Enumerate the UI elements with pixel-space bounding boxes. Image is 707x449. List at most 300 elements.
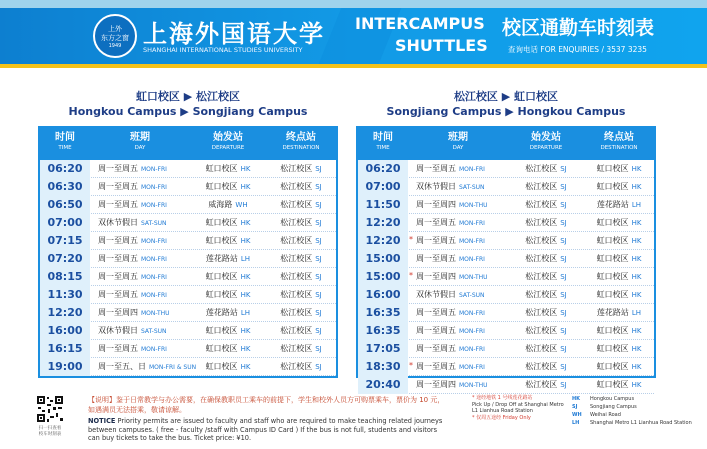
service-days-cn: 周一至周五 bbox=[98, 200, 138, 209]
service-days bbox=[408, 325, 508, 336]
left-route-cn: 虹口校区 ▶ 松江校区 bbox=[135, 90, 241, 103]
departure-station-name: 松江校区 bbox=[525, 362, 558, 371]
col-header-time-cn: 时间 bbox=[55, 132, 75, 143]
legend-label: Weihai Road bbox=[590, 412, 621, 418]
service-days bbox=[408, 289, 508, 300]
service-days-en: MON-FRI bbox=[141, 292, 167, 299]
service-days-cn: 周一至周四 bbox=[416, 272, 456, 281]
university-seal-logo bbox=[93, 14, 137, 58]
service-days-cn: 周一至周五 bbox=[416, 164, 456, 173]
departure-station-code: SJ bbox=[560, 345, 567, 353]
station-code-legend bbox=[572, 395, 702, 427]
destination-station bbox=[266, 325, 336, 336]
right-timetable bbox=[356, 126, 656, 391]
destination-station-code: HK bbox=[631, 327, 642, 335]
table-row bbox=[358, 268, 654, 286]
col-header-dep-cn: 始发站 bbox=[531, 132, 561, 143]
enquiry-phone: 查询电话 FOR ENQUIRIES / 3537 3235 bbox=[508, 45, 647, 54]
service-days-en: MON-FRI bbox=[459, 310, 485, 317]
legend-item bbox=[572, 419, 702, 427]
departure-station-name: 威海路 bbox=[208, 200, 233, 209]
qr-caption: 扫一扫查看 校车时刻表 bbox=[38, 426, 62, 437]
col-header-time bbox=[358, 128, 408, 160]
departure-station-code: SJ bbox=[560, 165, 567, 173]
service-days-cn: 周一至周五 bbox=[416, 362, 456, 371]
destination-station bbox=[266, 289, 336, 300]
col-header-day-cn: 班期 bbox=[448, 132, 468, 143]
qr-code-icon bbox=[36, 395, 64, 423]
col-header-dst-en: DESTINATION bbox=[282, 145, 320, 151]
title-en-line2: SHUTTLES bbox=[395, 36, 488, 55]
col-header-dst-en: DESTINATION bbox=[600, 145, 638, 151]
departure-station-name: 松江校区 bbox=[525, 236, 558, 245]
right-route-cn: 松江校区 ▶ 虹口校区 bbox=[453, 90, 559, 103]
service-days-en: MON-THU bbox=[459, 274, 488, 281]
departure-time: 08:15 bbox=[40, 268, 90, 286]
departure-station-name: 松江校区 bbox=[525, 200, 558, 209]
departure-time: 07:15 bbox=[40, 232, 90, 250]
left-route-heading bbox=[38, 90, 338, 119]
table-row bbox=[358, 358, 654, 376]
service-days bbox=[90, 163, 190, 174]
departure-time: 18:30 bbox=[358, 358, 408, 376]
legend-code: SJ bbox=[572, 404, 578, 410]
departure-station bbox=[190, 163, 266, 174]
table-row bbox=[40, 214, 336, 232]
departure-time: 16:35 bbox=[358, 322, 408, 340]
service-days bbox=[408, 271, 508, 282]
departure-time: 11:50 bbox=[358, 196, 408, 214]
table-row bbox=[40, 322, 336, 340]
departure-station bbox=[508, 181, 584, 192]
service-days-cn: 周一至周五 bbox=[416, 218, 456, 227]
table-row bbox=[40, 232, 336, 250]
departure-station-name: 虹口校区 bbox=[205, 290, 238, 299]
departure-station-name: 虹口校区 bbox=[205, 344, 238, 353]
destination-station bbox=[266, 343, 336, 354]
destination-station-code: SJ bbox=[315, 273, 322, 281]
service-days-cn: 双休节假日 bbox=[98, 326, 138, 335]
col-header-dst-cn: 终点站 bbox=[286, 132, 316, 143]
departure-time: 12:20 bbox=[40, 304, 90, 322]
service-days-en: MON-FRI bbox=[459, 256, 485, 263]
stop-note-lianhua-cn: * 途经地铁 1 号线莲花路站 bbox=[472, 395, 533, 401]
departure-station-name: 虹口校区 bbox=[205, 164, 238, 173]
destination-station-code: SJ bbox=[315, 219, 322, 227]
table-row bbox=[358, 160, 654, 178]
col-header-dep-en: DEPARTURE bbox=[529, 145, 563, 151]
destination-station-code: HK bbox=[631, 237, 642, 245]
destination-station-name: 松江校区 bbox=[280, 182, 313, 191]
destination-station-name: 虹口校区 bbox=[596, 290, 629, 299]
destination-station-code: HK bbox=[631, 291, 642, 299]
departure-station-name: 虹口校区 bbox=[205, 218, 238, 227]
service-days-cn: 周一至周四 bbox=[416, 200, 456, 209]
destination-station bbox=[266, 307, 336, 318]
destination-station-name: 莲花路站 bbox=[596, 308, 629, 317]
service-days-cn: 周一至周五 bbox=[98, 182, 138, 191]
service-days bbox=[90, 289, 190, 300]
destination-station-code: LH bbox=[631, 309, 642, 317]
departure-time: 06:20 bbox=[358, 160, 408, 178]
university-name-en: SHANGHAI INTERNATIONAL STUDIES UNIVERSITY bbox=[143, 46, 303, 54]
destination-station bbox=[266, 181, 336, 192]
departure-station-code: HK bbox=[240, 165, 251, 173]
destination-station-name: 松江校区 bbox=[280, 272, 313, 281]
service-days-en: MON-FRI bbox=[141, 238, 167, 245]
col-header-day-cn: 班期 bbox=[130, 132, 150, 143]
destination-station bbox=[584, 271, 654, 282]
legend-code: LH bbox=[572, 420, 580, 426]
service-days bbox=[408, 253, 508, 264]
right-route-heading bbox=[356, 90, 656, 119]
destination-station-code: SJ bbox=[315, 201, 322, 209]
destination-station-code: SJ bbox=[315, 165, 322, 173]
stop-note-lianhua-en: Pick Up / Drop Off at Shanghai Metro L1 Lianhua Road Station bbox=[472, 401, 564, 414]
destination-station-name: 虹口校区 bbox=[596, 182, 629, 191]
service-days-en: SAT-SUN bbox=[459, 292, 485, 299]
destination-station-code: HK bbox=[631, 273, 642, 281]
departure-station-code: HK bbox=[240, 345, 251, 353]
destination-station bbox=[266, 271, 336, 282]
service-days-cn: 周一至周五 bbox=[416, 308, 456, 317]
service-days bbox=[90, 253, 190, 264]
departure-station-code: SJ bbox=[560, 291, 567, 299]
destination-station bbox=[266, 361, 336, 372]
notice-en bbox=[88, 417, 448, 443]
col-header-dst bbox=[584, 128, 654, 160]
departure-station-code: HK bbox=[240, 219, 251, 227]
header-banner bbox=[0, 0, 707, 70]
service-days bbox=[90, 361, 197, 372]
notice-en-label: NOTICE bbox=[88, 417, 116, 425]
departure-station bbox=[508, 307, 584, 318]
destination-station bbox=[584, 361, 654, 372]
service-days bbox=[408, 307, 508, 318]
service-days-en: MON-THU bbox=[459, 382, 488, 389]
service-days-cn: 周一至周四 bbox=[98, 308, 138, 317]
service-days bbox=[90, 181, 190, 192]
departure-station-name: 莲花路站 bbox=[205, 308, 238, 317]
col-header-dep bbox=[508, 128, 584, 160]
departure-station-name: 松江校区 bbox=[525, 380, 558, 389]
departure-station bbox=[190, 217, 266, 228]
destination-station bbox=[584, 253, 654, 264]
right-route-en: Songjiang Campus ▶ Hongkou Campus bbox=[386, 105, 626, 118]
service-days bbox=[408, 217, 508, 228]
destination-station-code: SJ bbox=[315, 327, 322, 335]
service-days-cn: 周一至周五 bbox=[98, 236, 138, 245]
table-row bbox=[40, 286, 336, 304]
destination-station-code: HK bbox=[631, 165, 642, 173]
departure-station-name: 虹口校区 bbox=[205, 326, 238, 335]
departure-station-code: SJ bbox=[560, 255, 567, 263]
friday-only-star: * bbox=[409, 361, 413, 370]
service-days-en: MON-FRI bbox=[141, 184, 167, 191]
departure-station-name: 松江校区 bbox=[525, 272, 558, 281]
left-route-en: Hongkou Campus ▶ Songjiang Campus bbox=[68, 105, 308, 118]
service-days-en: MON-FRI bbox=[459, 328, 485, 335]
departure-station bbox=[508, 163, 584, 174]
title-cn: 校区通勤车时刻表 bbox=[502, 17, 655, 39]
departure-station-name: 虹口校区 bbox=[205, 362, 238, 371]
table-row bbox=[358, 322, 654, 340]
destination-station-code: HK bbox=[631, 345, 642, 353]
col-header-dep bbox=[190, 128, 266, 160]
departure-station-name: 松江校区 bbox=[525, 164, 558, 173]
destination-station-name: 虹口校区 bbox=[596, 362, 629, 371]
table-row bbox=[358, 214, 654, 232]
notice-en-text: Priority permits are issued to faculty and staff who are required to make teaching related journeys between campuses. ( free - faculty /staff with Campus ID Card ) If the bus is not full, students and visitors can buy tickets to take the bus. Ticket price: ¥10. bbox=[88, 417, 443, 443]
service-days bbox=[90, 325, 190, 336]
table-row bbox=[40, 358, 336, 376]
destination-station-code: LH bbox=[631, 201, 642, 209]
service-days bbox=[408, 361, 508, 372]
departure-station-code: SJ bbox=[560, 309, 567, 317]
departure-time: 06:20 bbox=[40, 160, 90, 178]
service-days-en: SAT-SUN bbox=[459, 184, 485, 191]
col-header-time-cn: 时间 bbox=[373, 132, 393, 143]
service-days-en: SAT-SUN bbox=[141, 220, 167, 227]
departure-station bbox=[190, 343, 266, 354]
departure-station-code: SJ bbox=[560, 381, 567, 389]
destination-station bbox=[584, 289, 654, 300]
destination-station bbox=[584, 325, 654, 336]
departure-station bbox=[190, 181, 266, 192]
destination-station-name: 松江校区 bbox=[280, 218, 313, 227]
departure-station-code: SJ bbox=[560, 327, 567, 335]
destination-station-code: SJ bbox=[315, 363, 322, 371]
destination-station-name: 虹口校区 bbox=[596, 164, 629, 173]
departure-time: 16:00 bbox=[358, 286, 408, 304]
destination-station-name: 虹口校区 bbox=[596, 380, 629, 389]
departure-time: 07:20 bbox=[40, 250, 90, 268]
service-days-cn: 周一至周五 bbox=[98, 344, 138, 353]
departure-station-name: 莲花路站 bbox=[205, 254, 238, 263]
destination-station-name: 虹口校区 bbox=[596, 326, 629, 335]
service-days bbox=[90, 271, 190, 282]
destination-station bbox=[266, 163, 336, 174]
departure-station-name: 松江校区 bbox=[525, 344, 558, 353]
departure-station-name: 松江校区 bbox=[525, 254, 558, 263]
destination-station-name: 虹口校区 bbox=[596, 254, 629, 263]
left-timetable bbox=[38, 126, 338, 378]
departure-station bbox=[190, 307, 266, 318]
departure-station-name: 虹口校区 bbox=[205, 236, 238, 245]
legend-label: Hongkou Campus bbox=[590, 396, 635, 402]
service-days-cn: 双休节假日 bbox=[416, 182, 456, 191]
service-days-en: SAT-SUN bbox=[141, 328, 167, 335]
departure-time: 12:20 bbox=[358, 214, 408, 232]
departure-station-code: HK bbox=[240, 327, 251, 335]
departure-station bbox=[508, 217, 584, 228]
departure-station-name: 松江校区 bbox=[525, 326, 558, 335]
service-days-en: MON-FRI bbox=[141, 166, 167, 173]
destination-station-code: HK bbox=[631, 219, 642, 227]
table-row bbox=[358, 250, 654, 268]
departure-station-name: 虹口校区 bbox=[205, 182, 238, 191]
service-days-en: MON-FRI bbox=[459, 220, 485, 227]
departure-station bbox=[508, 253, 584, 264]
destination-station-name: 松江校区 bbox=[280, 308, 313, 317]
legend-label: Shanghai Metro L1 Lianhua Road Station bbox=[590, 420, 692, 426]
destination-station-code: SJ bbox=[315, 291, 322, 299]
service-days-cn: 周一至五、日 bbox=[98, 362, 146, 371]
departure-station bbox=[508, 325, 584, 336]
destination-station-name: 莲花路站 bbox=[596, 200, 629, 209]
col-header-time-en: TIME bbox=[58, 145, 72, 151]
destination-station-name: 松江校区 bbox=[280, 200, 313, 209]
table-row bbox=[40, 196, 336, 214]
service-days-cn: 周一至周五 bbox=[98, 272, 138, 281]
col-header-day bbox=[408, 128, 508, 160]
destination-station-code: SJ bbox=[315, 309, 322, 317]
destination-station bbox=[584, 343, 654, 354]
destination-station bbox=[584, 307, 654, 318]
departure-station-code: SJ bbox=[560, 201, 567, 209]
destination-station bbox=[266, 217, 336, 228]
departure-station bbox=[190, 361, 266, 372]
service-days-cn: 周一至周五 bbox=[98, 290, 138, 299]
service-days-en: MON-FRI & SUN bbox=[149, 364, 197, 371]
departure-time: 16:00 bbox=[40, 322, 90, 340]
service-days-en: MON-FRI bbox=[141, 346, 167, 353]
table-header-row bbox=[358, 128, 654, 160]
destination-station bbox=[266, 235, 336, 246]
col-header-day-en: DAY bbox=[134, 145, 146, 151]
departure-time: 17:05 bbox=[358, 340, 408, 358]
departure-station-name: 松江校区 bbox=[525, 290, 558, 299]
departure-station-name: 松江校区 bbox=[525, 182, 558, 191]
service-days bbox=[408, 163, 508, 174]
destination-station-code: SJ bbox=[315, 237, 322, 245]
destination-station-name: 松江校区 bbox=[280, 254, 313, 263]
legend-code: HK bbox=[572, 396, 581, 402]
destination-station bbox=[266, 253, 336, 264]
departure-station-code: LH bbox=[240, 255, 251, 263]
university-name-cn: 上海外国语大学 bbox=[143, 19, 325, 48]
departure-station bbox=[190, 271, 266, 282]
col-header-day bbox=[90, 128, 190, 160]
title-en-line1: INTERCAMPUS bbox=[355, 14, 485, 33]
service-days-en: MON-FRI bbox=[459, 166, 485, 173]
col-header-day-en: DAY bbox=[452, 145, 464, 151]
legend-item bbox=[572, 411, 702, 419]
header-yellow-stripe bbox=[0, 64, 707, 68]
departure-station bbox=[190, 325, 266, 336]
service-days-en: MON-THU bbox=[141, 310, 170, 317]
departure-station-name: 松江校区 bbox=[525, 308, 558, 317]
col-header-time bbox=[40, 128, 90, 160]
service-days-cn: 周一至周五 bbox=[98, 164, 138, 173]
service-days bbox=[90, 307, 190, 318]
departure-station bbox=[508, 361, 584, 372]
destination-station-code: SJ bbox=[315, 345, 322, 353]
service-days-en: MON-FRI bbox=[459, 364, 485, 371]
destination-station-name: 松江校区 bbox=[280, 362, 313, 371]
service-days-en: MON-FRI bbox=[459, 346, 485, 353]
service-days bbox=[408, 235, 508, 246]
service-days bbox=[90, 343, 190, 354]
departure-station-code: SJ bbox=[560, 363, 567, 371]
departure-station bbox=[190, 199, 266, 210]
table-row bbox=[40, 340, 336, 358]
destination-station-name: 松江校区 bbox=[280, 344, 313, 353]
departure-station bbox=[508, 289, 584, 300]
legend-code: WH bbox=[572, 412, 582, 418]
destination-station-name: 虹口校区 bbox=[596, 236, 629, 245]
service-days bbox=[90, 199, 190, 210]
table-row bbox=[40, 160, 336, 178]
departure-station-code: LH bbox=[240, 309, 251, 317]
header-top-stripe bbox=[0, 0, 707, 8]
destination-station bbox=[584, 163, 654, 174]
col-header-dst bbox=[266, 128, 336, 160]
departure-time: 11:30 bbox=[40, 286, 90, 304]
table-row bbox=[358, 178, 654, 196]
service-days bbox=[90, 235, 190, 246]
table-row bbox=[40, 304, 336, 322]
service-days-cn: 周一至周五 bbox=[416, 344, 456, 353]
departure-station-code: WH bbox=[235, 201, 248, 209]
table-row bbox=[358, 286, 654, 304]
table-row bbox=[358, 232, 654, 250]
col-header-dep-en: DEPARTURE bbox=[211, 145, 245, 151]
departure-station-name: 虹口校区 bbox=[205, 272, 238, 281]
destination-station-code: HK bbox=[631, 381, 642, 389]
departure-time: 06:50 bbox=[40, 196, 90, 214]
service-days-en: MON-FRI bbox=[141, 202, 167, 209]
departure-station-code: SJ bbox=[560, 273, 567, 281]
service-days bbox=[408, 343, 508, 354]
destination-station bbox=[584, 181, 654, 192]
destination-station-name: 虹口校区 bbox=[596, 272, 629, 281]
departure-station-code: HK bbox=[240, 291, 251, 299]
service-days-cn: 双休节假日 bbox=[98, 218, 138, 227]
table-row bbox=[358, 196, 654, 214]
departure-time: 20:40 bbox=[358, 376, 408, 394]
table-row bbox=[40, 268, 336, 286]
departure-time: 16:15 bbox=[40, 340, 90, 358]
destination-station-code: SJ bbox=[315, 183, 322, 191]
departure-station-code: HK bbox=[240, 273, 251, 281]
notice-cn: 【说明】鉴于日常教学与办公需要，在确保教职员工乘车的前提下，学生和校外人员方可购票乘车，票价为 10 元，如遇满员无法搭乘，敬请谅解。 bbox=[88, 396, 445, 414]
departure-time: 07:00 bbox=[358, 178, 408, 196]
destination-station bbox=[584, 217, 654, 228]
destination-station-name: 虹口校区 bbox=[596, 344, 629, 353]
table-row bbox=[358, 304, 654, 322]
departure-station bbox=[508, 199, 584, 210]
destination-station-name: 松江校区 bbox=[280, 326, 313, 335]
stop-notes bbox=[472, 395, 567, 421]
departure-time: 19:00 bbox=[40, 358, 90, 376]
destination-station-code: HK bbox=[631, 363, 642, 371]
table-row bbox=[40, 250, 336, 268]
destination-station-code: HK bbox=[631, 183, 642, 191]
seal-year: 1949 bbox=[108, 43, 122, 49]
departure-station-code: SJ bbox=[560, 183, 567, 191]
departure-station-name: 松江校区 bbox=[525, 218, 558, 227]
service-days-cn: 周一至周五 bbox=[416, 254, 456, 263]
destination-station-code: HK bbox=[631, 255, 642, 263]
service-days bbox=[90, 217, 190, 228]
service-days-en: MON-FRI bbox=[459, 238, 485, 245]
departure-station bbox=[190, 235, 266, 246]
service-days-en: MON-FRI bbox=[141, 274, 167, 281]
col-header-dep-cn: 始发站 bbox=[213, 132, 243, 143]
departure-time: 16:35 bbox=[358, 304, 408, 322]
departure-station bbox=[508, 271, 584, 282]
